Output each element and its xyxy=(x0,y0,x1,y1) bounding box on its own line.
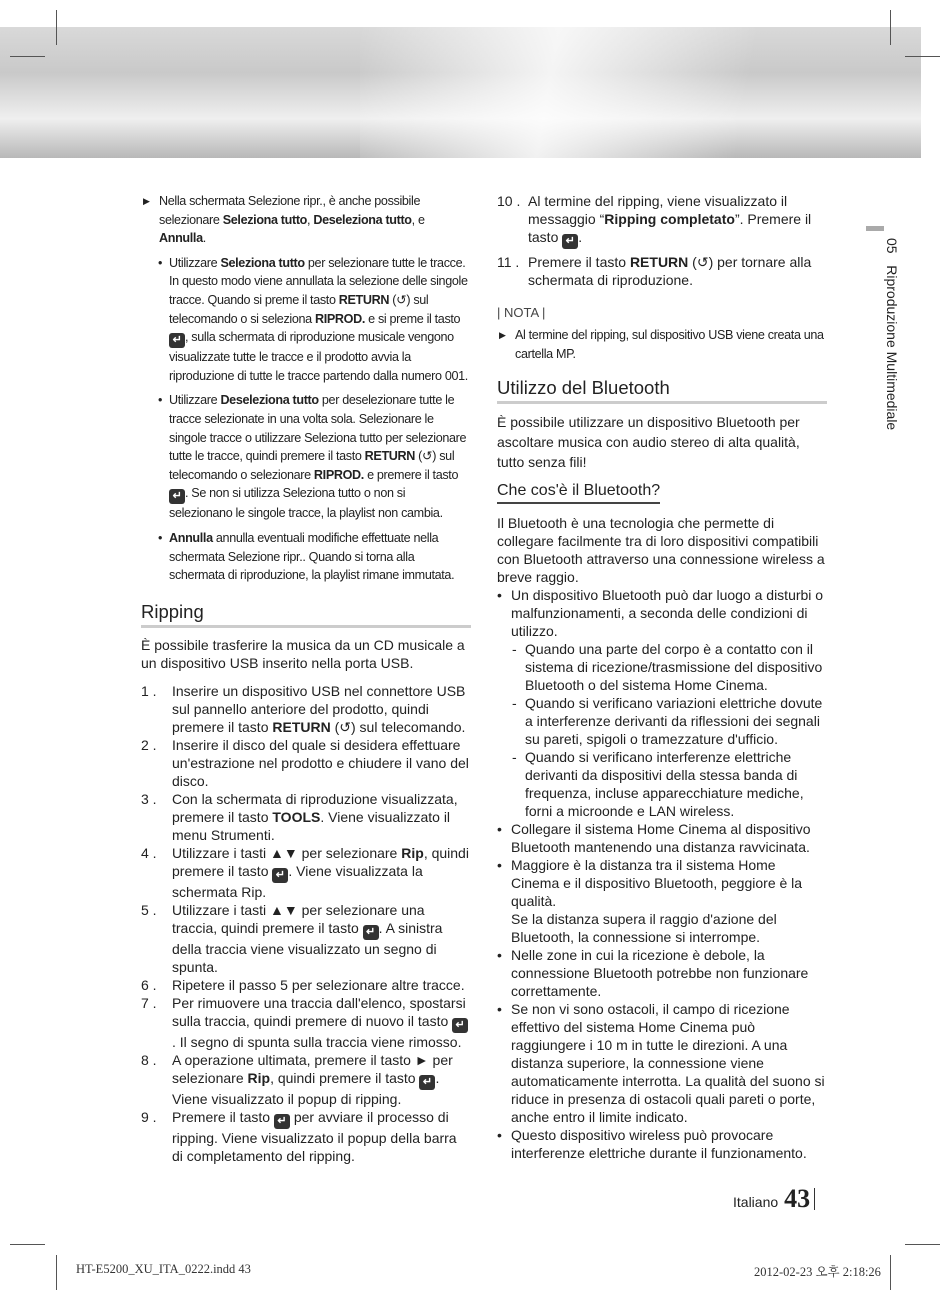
crop-mark xyxy=(56,1255,57,1290)
step-item: 9 . Premere il tasto ↵ per avviare il processo di ripping. Viene visualizzato il popup della barra di completamento del ripping. xyxy=(141,1108,457,1164)
sub-bullet: • Utilizzare Deseleziona tutto per deselezionare tutte le tracce selezionate in una volta sola. Selezionare le singole tracce o utilizzare Seleziona tutto per selezionare tutte le tracce, quindi premere il tasto RETURN (↺) sul telecomando o selezionare RIPROD. e premere il tasto ↵ . Se non si utilizza Seleziona tutto o non si selezionano le singole tracce, la playlist non cambia. xyxy=(158,393,467,521)
page-footer xyxy=(733,1184,815,1214)
step-item: 4 . Utilizzare i tasti ▲▼ per selezionare Rip, quindi premere il tasto ↵ . Viene visualizzata la schermata Rip. xyxy=(141,844,469,900)
crop-mark xyxy=(890,10,891,45)
triangle-bullet-icon: ▶ xyxy=(499,330,506,340)
bullet-item: • Nelle zone in cui la ricezione è debole, la connessione Bluetooth potrebbe non funzionare correttamente. xyxy=(497,947,809,1000)
step-number: 2 . xyxy=(141,736,157,753)
ripping-intro: È possibile trasferire la musica da un CD musicale a un dispositivo USB inserito nella porta USB. xyxy=(141,636,465,671)
bullet-item: • Maggiore è la distanza tra il sistema Home Cinema e il dispositivo Bluetooth, peggiore è la qualità. Se la distanza supera il raggio d'azione del Bluetooth, la connessione si interrompe. xyxy=(497,857,803,946)
what-is-bluetooth-intro: Il Bluetooth è una tecnologia che permette di collegare facilmente tra di loro dispositivi compatibili con Bluetooth attraverso una connessione wireless a breve raggio. xyxy=(497,515,825,586)
step-number: 7 . xyxy=(141,994,157,1011)
enter-key-icon: ↵ xyxy=(562,234,578,249)
step-number: 11 . xyxy=(497,254,520,270)
enter-key-icon: ↵ xyxy=(274,1114,290,1129)
step-number: 8 . xyxy=(141,1051,157,1068)
ripping-heading: Ripping xyxy=(141,601,471,628)
step-item: 1 . Inserire un dispositivo USB nel connettore USB sul pannello anteriore del prodotto, quindi premere il tasto RETURN (↺) sul telecomando. xyxy=(141,682,466,735)
enter-key-icon: ↵ xyxy=(169,489,185,504)
enter-key-icon: ↵ xyxy=(452,1018,468,1033)
triangle-bullet-icon: ▶ xyxy=(143,196,150,206)
bullet-item: • Un dispositivo Bluetooth può dar luogo a disturbi o malfunzionamenti, a seconda delle condizioni di utilizzo. xyxy=(497,587,824,640)
language-label: Italiano xyxy=(733,1194,779,1210)
step-item: 2 . Inserire il disco del quale si desidera effettuare un'estrazione nel prodotto e chiudere il vano del disco. xyxy=(141,736,469,789)
dash-item: - Quando una parte del corpo è a contatto con il sistema di ricezione/trasmissione del dispositivo Bluetooth o del sistema Home Cinema. xyxy=(512,641,823,694)
header-banner xyxy=(0,27,921,158)
enter-key-icon: ↵ xyxy=(363,925,379,940)
enter-key-icon: ↵ xyxy=(169,333,185,348)
crop-mark xyxy=(890,1255,891,1290)
note-label: | NOTA | xyxy=(497,305,546,320)
note-text: ▶ Al termine del ripping, sul dispositivo USB viene creata una cartella MP. xyxy=(499,328,824,361)
ripping-steps-continued xyxy=(497,192,827,289)
step-number: 6 . xyxy=(141,976,157,993)
step-item: 5 . Utilizzare i tasti ▲▼ per selezionare una traccia, quindi premere il tasto ↵ . A sinistra della traccia viene visualizzato un segno di spunta. xyxy=(141,901,443,975)
dash-item: - Quando si verificano interferenze elettriche derivanti da dispositivi della stessa banda di frequenza, incluse apparecchiature mediche, forni a microonde e LAN wireless. xyxy=(512,749,804,820)
step-item: 7 . Per rimuovere una traccia dall'elenco, spostarsi sulla traccia, quindi premere di nuovo il tasto ↵. Il segno di spunta sulla traccia viene rimosso. xyxy=(141,994,471,1051)
step-number: 3 . xyxy=(141,790,157,807)
ripping-steps xyxy=(141,682,471,1165)
enter-key-icon: ↵ xyxy=(272,868,288,883)
page-number: 43 xyxy=(784,1184,811,1213)
crop-mark xyxy=(905,56,940,57)
step-number: 1 . xyxy=(141,682,157,699)
bluetooth-bullets xyxy=(497,586,827,1162)
step-number: 5 . xyxy=(141,901,157,918)
bluetooth-heading: Utilizzo del Bluetooth xyxy=(497,377,827,404)
step-item: 6 . Ripetere il passo 5 per selezionare altre tracce. xyxy=(141,976,465,993)
step-number: 9 . xyxy=(141,1108,157,1125)
crop-mark xyxy=(10,56,45,57)
bluetooth-intro: È possibile utilizzare un dispositivo Bluetooth per ascoltare musica con audio stereo di alta qualità, tutto senza fili! xyxy=(497,414,800,471)
slug-file: HT-E5200_XU_ITA_0222.indd 43 xyxy=(76,1262,251,1276)
step-item: 11 . Premere il tasto RETURN (↺) per tornare alla schermata di riproduzione. xyxy=(497,254,812,288)
dash-item: - Quando si verificano variazioni elettriche dovute a interferenze derivanti da riflessioni dei segnali su pareti, spigoli o tramezzature d'ufficio. xyxy=(512,695,823,748)
slug-timestamp: 2012-02-23 오후 2:18:26 xyxy=(754,1265,881,1279)
what-is-bluetooth-heading: Che cos'è il Bluetooth? xyxy=(497,482,660,504)
enter-key-icon: ↵ xyxy=(419,1075,435,1090)
bullet-item: • Questo dispositivo wireless può provocare interferenze elettriche durante il funzionamento. xyxy=(497,1127,807,1162)
chapter-label: 05 Riproduzione Multimediale xyxy=(884,238,900,431)
crop-mark xyxy=(905,1244,940,1245)
step-item: 3 . Con la schermata di riproduzione visualizzata, premere il tasto TOOLS. Viene visualizzato il menu Strumenti. xyxy=(141,790,458,843)
intro-paragraph: ▶ Nella schermata Selezione ripr., è anche possibile selezionare Seleziona tutto, Deseleziona tutto, e Annulla. xyxy=(143,194,425,246)
bullet-item: • Se non vi sono ostacoli, il campo di ricezione effettivo del sistema Home Cinema può raggiungere i 10 m in tutte le direzioni. A una distanza superiore, la connessione viene automaticamente interrotta. La qualità del suono si riduce in presenza di ostacoli quali pareti o porte, anche entro il limite indicato. xyxy=(497,1001,825,1126)
right-column xyxy=(497,192,827,1162)
sub-bullet: • Utilizzare Seleziona tutto per selezionare tutte le tracce. In questo modo viene annullata la selezione delle singole tracce. Quando si preme il tasto RETURN (↺) sul telecomando o si seleziona RIPROD. e si preme il tasto ↵ , sulla schermata di riproduzione musicale vengono visualizzate tutte le tracce e il prodotto avvia la riproduzione di tutte le tracce partendo dalla numero 001. xyxy=(158,255,468,383)
bullet-item: • Collegare il sistema Home Cinema al dispositivo Bluetooth mantenendo una distanza ravvicinata. xyxy=(497,821,811,856)
step-number: 10 . xyxy=(497,193,521,209)
chapter-tab xyxy=(866,226,884,231)
sub-bullet: • Annulla annulla eventuali modifiche effettuate nella schermata Selezione ripr.. Quando si torna alla schermata di riproduzione, la playlist rimane immutata. xyxy=(158,530,455,583)
left-column xyxy=(141,192,471,1165)
crop-mark xyxy=(10,1244,45,1245)
step-number: 4 . xyxy=(141,844,157,861)
step-item: 10 . Al termine del ripping, viene visualizzato il messaggio “Ripping completato”. Premere il tasto ↵ . xyxy=(497,193,812,247)
step-item: 8 . A operazione ultimata, premere il tasto ► per selezionare Rip, quindi premere il tasto ↵ . Viene visualizzato il popup di ripping. xyxy=(141,1051,453,1107)
crop-mark xyxy=(56,10,57,45)
